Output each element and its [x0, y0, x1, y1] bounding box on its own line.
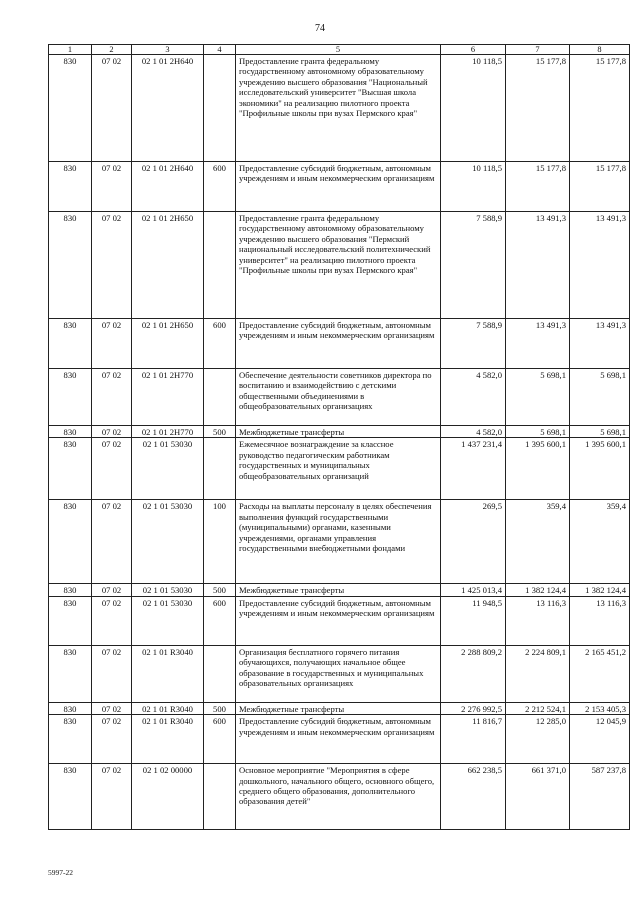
cell-amount-year-2: 13 491,3 — [506, 319, 570, 369]
cell-ministry-code: 830 — [49, 702, 92, 714]
cell-target-article: 02 1 01 53030 — [132, 500, 204, 584]
cell-expense-type — [204, 212, 236, 319]
cell-section-code: 07 02 — [92, 369, 132, 426]
cell-section-code: 07 02 — [92, 55, 132, 162]
cell-amount-year-3: 587 237,8 — [570, 764, 630, 830]
cell-ministry-code: 830 — [49, 319, 92, 369]
cell-section-code: 07 02 — [92, 212, 132, 319]
cell-amount-year-2: 13 491,3 — [506, 212, 570, 319]
cell-amount-year-3: 15 177,8 — [570, 162, 630, 212]
table-row — [49, 715, 630, 764]
cell-amount-year-2: 13 116,3 — [506, 596, 570, 645]
cell-amount-year-1: 2 276 992,5 — [441, 702, 506, 714]
table-row — [49, 596, 630, 645]
cell-amount-year-3: 12 045,9 — [570, 715, 630, 764]
cell-description: Предоставление субсидий бюджетным, автономным учреждениям и иным некоммерческим организациям — [236, 715, 441, 764]
cell-description: Обеспечение деятельности советников директора по воспитанию и взаимодействию с детскими общественными объединениями в общеобразовательных организациях — [236, 369, 441, 426]
cell-amount-year-1: 269,5 — [441, 500, 506, 584]
table-row — [49, 369, 630, 426]
cell-description: Межбюджетные трансферты — [236, 584, 441, 596]
cell-amount-year-3: 13 116,3 — [570, 596, 630, 645]
cell-amount-year-2: 1 395 600,1 — [506, 438, 570, 500]
cell-section-code: 07 02 — [92, 702, 132, 714]
cell-amount-year-3: 2 153 405,3 — [570, 702, 630, 714]
cell-target-article: 02 1 01 R3040 — [132, 702, 204, 714]
cell-amount-year-1: 11 816,7 — [441, 715, 506, 764]
cell-ministry-code: 830 — [49, 212, 92, 319]
cell-expense-type — [204, 369, 236, 426]
cell-target-article: 02 1 01 2Н770 — [132, 369, 204, 426]
cell-expense-type — [204, 438, 236, 500]
cell-ministry-code: 830 — [49, 426, 92, 438]
column-header: 2 — [92, 45, 132, 55]
cell-section-code: 07 02 — [92, 764, 132, 830]
cell-amount-year-3: 13 491,3 — [570, 212, 630, 319]
cell-ministry-code: 830 — [49, 369, 92, 426]
cell-description: Предоставление субсидий бюджетным, автономным учреждениям и иным некоммерческим организациям — [236, 319, 441, 369]
column-header: 5 — [236, 45, 441, 55]
table-row — [49, 438, 630, 500]
cell-amount-year-3: 5 698,1 — [570, 369, 630, 426]
cell-section-code: 07 02 — [92, 319, 132, 369]
column-header: 8 — [570, 45, 630, 55]
cell-amount-year-2: 5 698,1 — [506, 369, 570, 426]
footer-code: 5997-22 — [48, 868, 73, 877]
cell-amount-year-1: 7 588,9 — [441, 212, 506, 319]
cell-expense-type: 500 — [204, 584, 236, 596]
cell-amount-year-3: 1 382 124,4 — [570, 584, 630, 596]
cell-expense-type: 100 — [204, 500, 236, 584]
cell-amount-year-2: 359,4 — [506, 500, 570, 584]
cell-target-article: 02 1 01 53030 — [132, 584, 204, 596]
cell-expense-type: 600 — [204, 715, 236, 764]
cell-section-code: 07 02 — [92, 645, 132, 702]
cell-amount-year-1: 11 948,5 — [441, 596, 506, 645]
cell-section-code: 07 02 — [92, 596, 132, 645]
cell-section-code: 07 02 — [92, 500, 132, 584]
cell-description: Предоставление субсидий бюджетным, автономным учреждениям и иным некоммерческим организациям — [236, 596, 441, 645]
cell-amount-year-1: 1 437 231,4 — [441, 438, 506, 500]
cell-amount-year-3: 2 165 451,2 — [570, 645, 630, 702]
cell-expense-type: 600 — [204, 162, 236, 212]
cell-target-article: 02 1 01 2Н640 — [132, 55, 204, 162]
cell-description: Предоставление гранта федеральному государственному автономному образовательному учреждению высшего образования "Пермский национальный исследовательский политехнический университет" на реализацию пилотного проекта "Профильные школы при вузах Пермского края" — [236, 212, 441, 319]
cell-description: Предоставление субсидий бюджетным, автономным учреждениям и иным некоммерческим организациям — [236, 162, 441, 212]
column-header: 6 — [441, 45, 506, 55]
cell-amount-year-1: 10 118,5 — [441, 162, 506, 212]
cell-target-article: 02 1 01 53030 — [132, 438, 204, 500]
cell-amount-year-1: 662 238,5 — [441, 764, 506, 830]
cell-expense-type: 600 — [204, 596, 236, 645]
column-header: 7 — [506, 45, 570, 55]
cell-expense-type — [204, 764, 236, 830]
cell-section-code: 07 02 — [92, 438, 132, 500]
cell-amount-year-3: 15 177,8 — [570, 55, 630, 162]
cell-target-article: 02 1 01 2Н770 — [132, 426, 204, 438]
cell-amount-year-3: 1 395 600,1 — [570, 438, 630, 500]
table-row — [49, 162, 630, 212]
cell-amount-year-2: 15 177,8 — [506, 55, 570, 162]
cell-amount-year-2: 2 212 524,1 — [506, 702, 570, 714]
cell-amount-year-2: 1 382 124,4 — [506, 584, 570, 596]
cell-section-code: 07 02 — [92, 584, 132, 596]
cell-amount-year-1: 2 288 809,2 — [441, 645, 506, 702]
cell-ministry-code: 830 — [49, 596, 92, 645]
cell-target-article: 02 1 01 R3040 — [132, 715, 204, 764]
cell-description: Межбюджетные трансферты — [236, 426, 441, 438]
table-row — [49, 764, 630, 830]
table-row — [49, 702, 630, 714]
cell-amount-year-1: 4 582,0 — [441, 369, 506, 426]
cell-expense-type — [204, 645, 236, 702]
cell-section-code: 07 02 — [92, 715, 132, 764]
cell-amount-year-2: 5 698,1 — [506, 426, 570, 438]
cell-expense-type — [204, 55, 236, 162]
table-body — [49, 55, 630, 830]
cell-description: Ежемесячное вознаграждение за классное руководство педагогическим работникам государственных и муниципальных общеобразовательных организаций — [236, 438, 441, 500]
budget-table — [48, 44, 630, 830]
cell-amount-year-2: 661 371,0 — [506, 764, 570, 830]
cell-target-article: 02 1 01 53030 — [132, 596, 204, 645]
table-row — [49, 319, 630, 369]
cell-amount-year-1: 1 425 013,4 — [441, 584, 506, 596]
cell-amount-year-3: 5 698,1 — [570, 426, 630, 438]
cell-ministry-code: 830 — [49, 55, 92, 162]
cell-amount-year-3: 13 491,3 — [570, 319, 630, 369]
table-row — [49, 645, 630, 702]
cell-ministry-code: 830 — [49, 500, 92, 584]
cell-expense-type: 500 — [204, 426, 236, 438]
header-row — [49, 45, 630, 55]
cell-target-article: 02 1 02 00000 — [132, 764, 204, 830]
cell-amount-year-1: 7 588,9 — [441, 319, 506, 369]
cell-amount-year-1: 10 118,5 — [441, 55, 506, 162]
cell-ministry-code: 830 — [49, 584, 92, 596]
column-header: 4 — [204, 45, 236, 55]
cell-ministry-code: 830 — [49, 438, 92, 500]
cell-expense-type: 600 — [204, 319, 236, 369]
table-row — [49, 55, 630, 162]
cell-ministry-code: 830 — [49, 162, 92, 212]
cell-amount-year-1: 4 582,0 — [441, 426, 506, 438]
table-row — [49, 212, 630, 319]
cell-target-article: 02 1 01 2Н640 — [132, 162, 204, 212]
cell-section-code: 07 02 — [92, 162, 132, 212]
cell-target-article: 02 1 01 2Н650 — [132, 212, 204, 319]
column-header: 3 — [132, 45, 204, 55]
cell-amount-year-2: 2 224 809,1 — [506, 645, 570, 702]
cell-section-code: 07 02 — [92, 426, 132, 438]
table-row — [49, 584, 630, 596]
cell-description: Организация бесплатного горячего питания обучающихся, получающих начальное общее образование в государственных и муниципальных образовательных организациях — [236, 645, 441, 702]
cell-description: Предоставление гранта федеральному государственному автономному образовательному учреждению высшего образования "Национальный исследовательский университет "Высшая школа экономики" на реализацию пилотного проекта "Профильные школы при вузах Пермского края" — [236, 55, 441, 162]
column-header: 1 — [49, 45, 92, 55]
table-row — [49, 500, 630, 584]
cell-ministry-code: 830 — [49, 715, 92, 764]
cell-amount-year-3: 359,4 — [570, 500, 630, 584]
cell-expense-type: 500 — [204, 702, 236, 714]
page-number: 74 — [315, 23, 325, 34]
cell-amount-year-2: 15 177,8 — [506, 162, 570, 212]
cell-ministry-code: 830 — [49, 645, 92, 702]
cell-description: Межбюджетные трансферты — [236, 702, 441, 714]
cell-description: Основное мероприятие "Мероприятия в сфере дошкольного, начального общего, основного общего, среднего общего образования, дополнительного образования детей" — [236, 764, 441, 830]
cell-target-article: 02 1 01 R3040 — [132, 645, 204, 702]
cell-amount-year-2: 12 285,0 — [506, 715, 570, 764]
cell-target-article: 02 1 01 2Н650 — [132, 319, 204, 369]
table-row — [49, 426, 630, 438]
cell-ministry-code: 830 — [49, 764, 92, 830]
cell-description: Расходы на выплаты персоналу в целях обеспечения выполнения функций государственными (муниципальными) органами, казенными учреждениями, органами управления государственными внебюджетными фондами — [236, 500, 441, 584]
